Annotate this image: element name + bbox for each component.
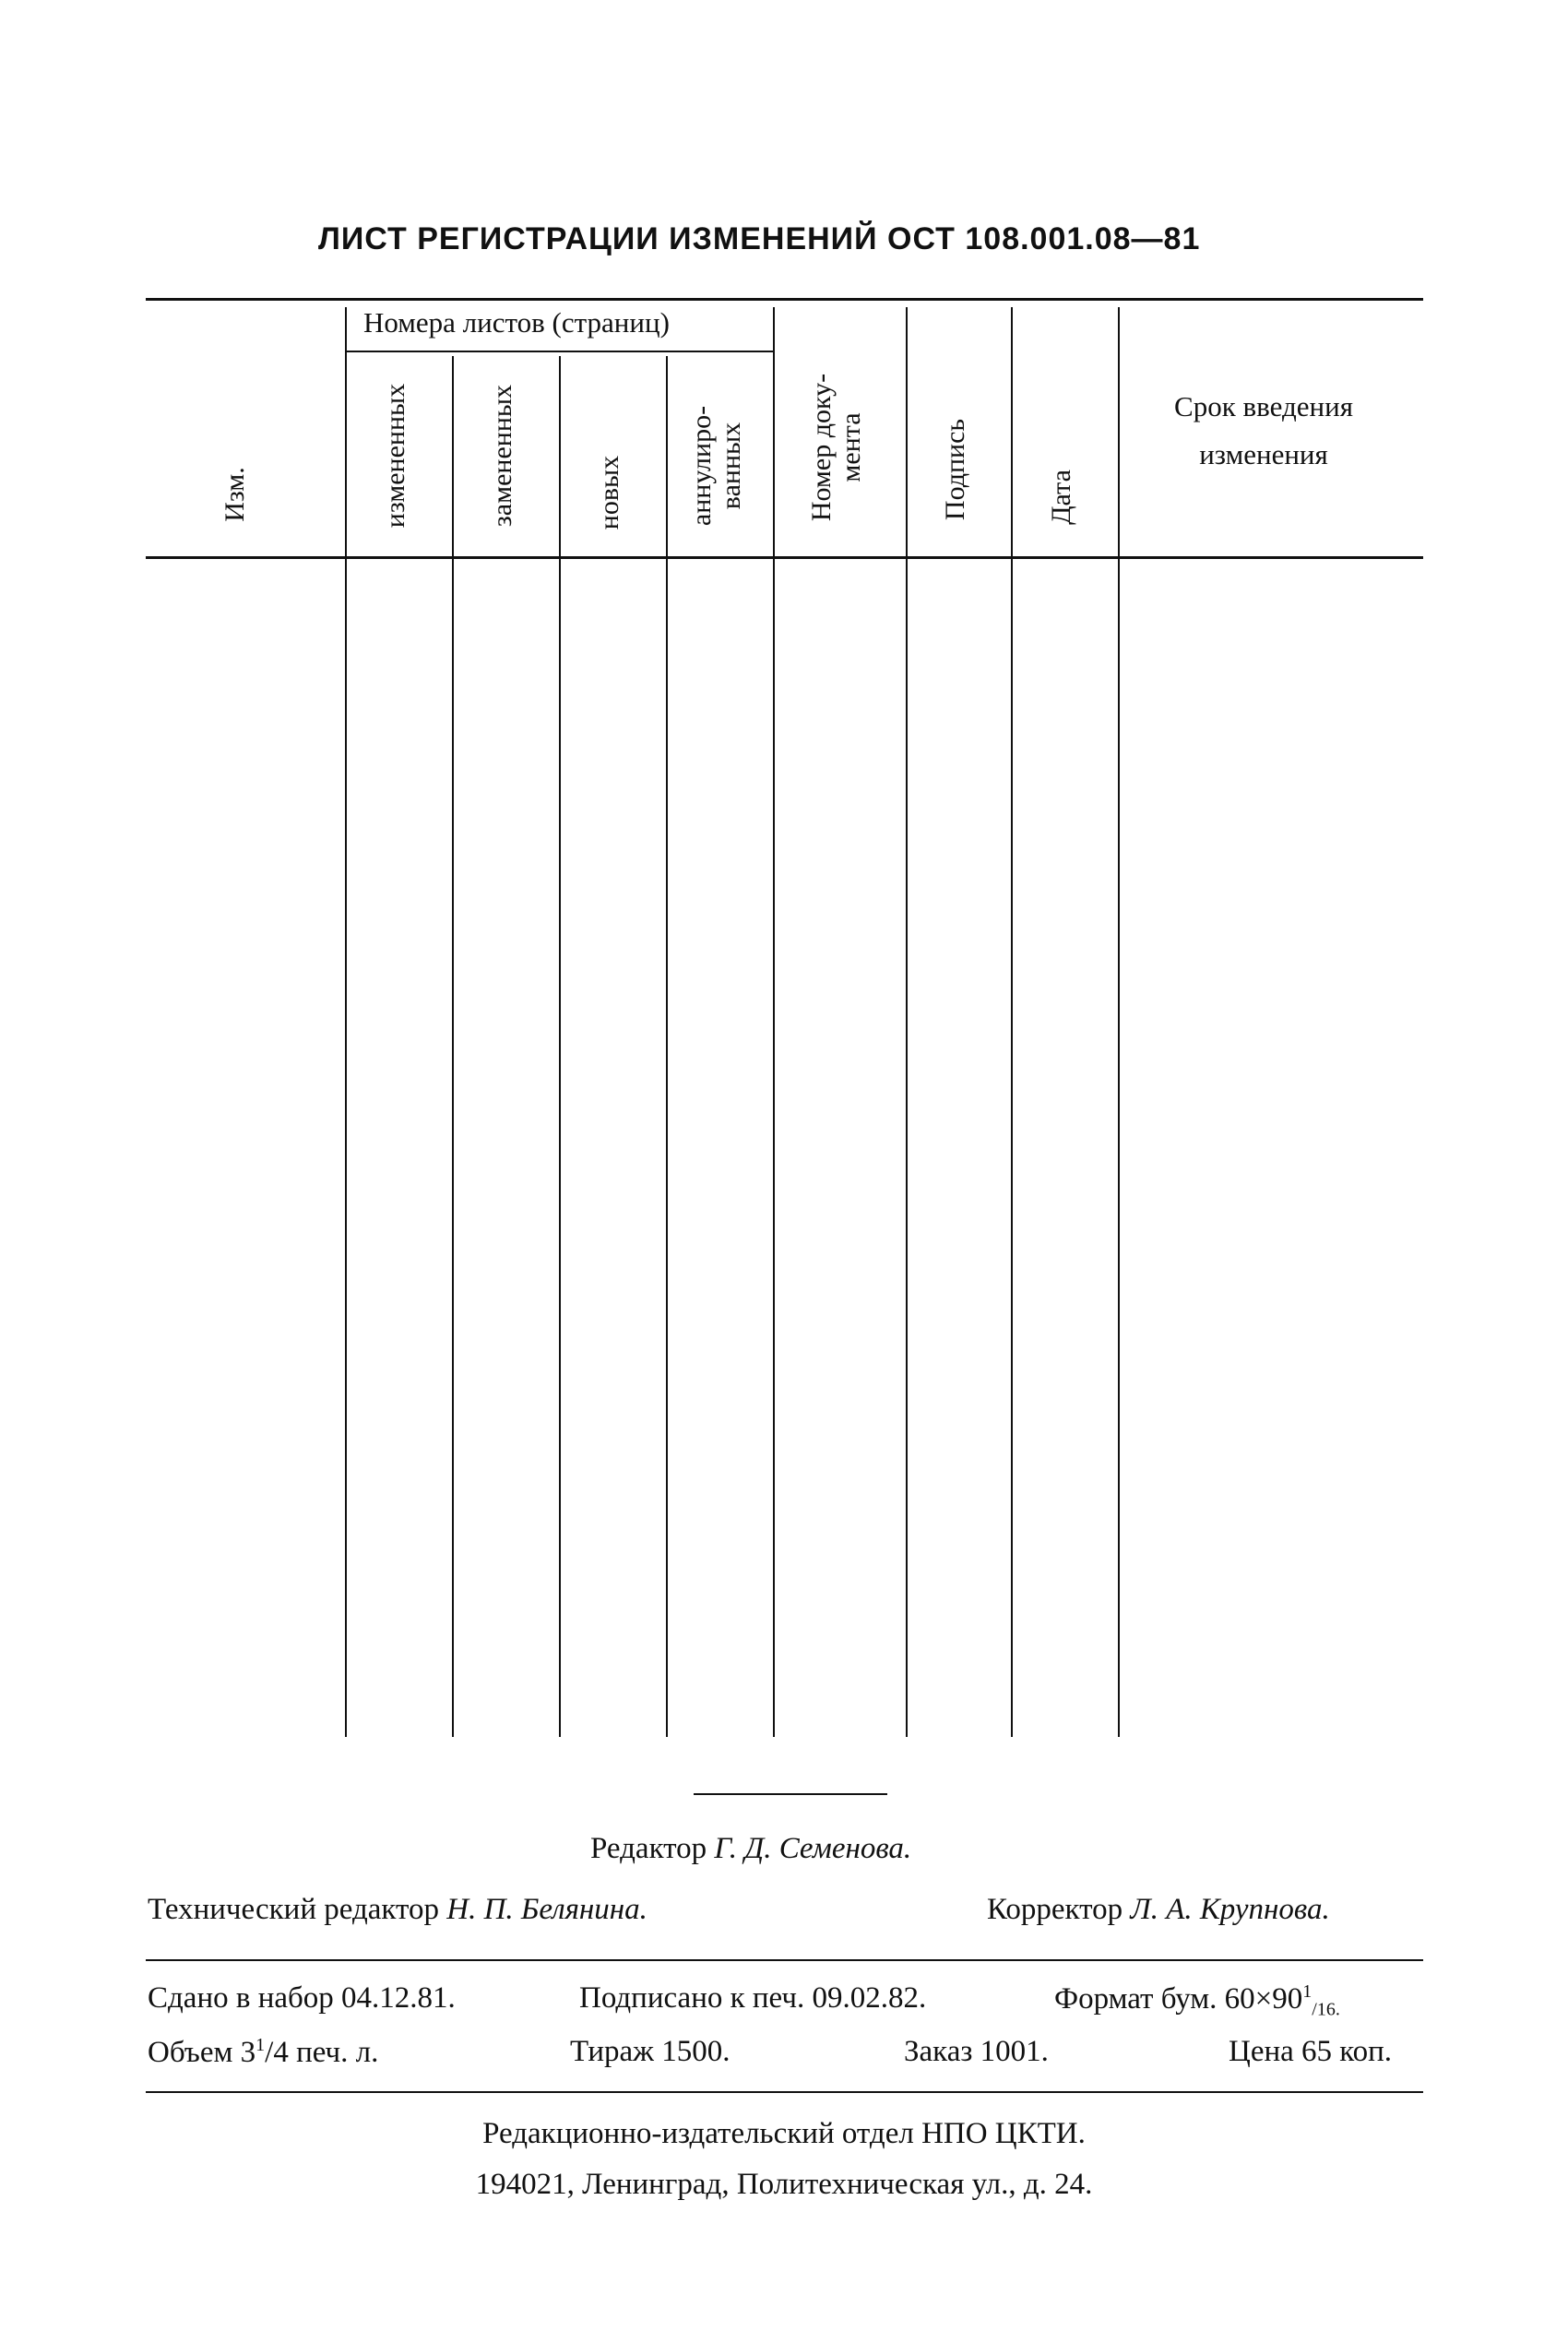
table-top-rule [146, 298, 1423, 301]
column-header-docnum-line1: Номер доку- [806, 373, 837, 522]
imprint-bottom-rule [146, 2091, 1423, 2093]
group-header: Номера листов (страниц) [363, 306, 670, 339]
column-divider [666, 356, 668, 1737]
circulation: Тираж 1500. [570, 2035, 731, 2068]
corrector-line [987, 1893, 1330, 1927]
paper-format [1054, 1981, 1340, 2021]
column-divider [559, 356, 561, 1737]
column-header-docnum-line2: мента [835, 412, 866, 482]
column-header-annulled-line1: аннулиро- [686, 405, 717, 527]
group-header-rule [347, 351, 773, 352]
column-divider [1011, 307, 1013, 1737]
corrector-name: Л. А. Крупнова. [1130, 1893, 1330, 1926]
editor-name: Г. Д. Семенова. [714, 1832, 912, 1865]
volume-label: Объем 3 [148, 2036, 256, 2069]
paper-format-sub: /16. [1312, 1999, 1340, 2020]
tech-editor-label: Технический редактор [148, 1893, 439, 1926]
column-divider [906, 307, 908, 1737]
column-divider [345, 307, 347, 1737]
tech-editor-name: Н. П. Белянина. [446, 1893, 647, 1926]
paper-format-sup: 1 [1302, 1981, 1313, 2002]
volume-sup: 1 [255, 2035, 266, 2055]
sent-to-set: Сдано в набор 04.12.81. [148, 1981, 456, 2015]
imprint-top-rule [146, 1959, 1423, 1961]
order-number: Заказ 1001. [904, 2035, 1049, 2068]
column-header-izm: Изм. [220, 467, 250, 522]
column-divider [773, 307, 775, 1737]
page-title: ЛИСТ РЕГИСТРАЦИИ ИЗМЕНЕНИЙ ОСТ 108.001.08—81 [318, 221, 1201, 256]
corrector-label: Корректор [987, 1893, 1123, 1926]
column-header-new: новых [594, 455, 624, 530]
volume-rest: /4 печ. л. [265, 2036, 379, 2069]
editor-label: Редактор [590, 1832, 707, 1865]
column-header-date: Дата [1046, 470, 1076, 525]
column-header-term-line2: изменения [1199, 438, 1328, 470]
column-header-term [1121, 383, 1407, 479]
column-header-signature: Подпись [940, 418, 970, 521]
tech-editor-line [148, 1893, 647, 1927]
column-divider [452, 356, 454, 1737]
editor-line [590, 1832, 911, 1866]
column-header-replaced: замененных [487, 384, 517, 528]
column-header-docnum [807, 355, 872, 540]
price: Цена 65 коп. [1229, 2035, 1393, 2068]
column-header-annulled-line2: ванных [715, 422, 746, 510]
column-header-changed: измененных [380, 383, 410, 529]
publisher-name: Редакционно-издательский отдел НПО ЦКТИ. [482, 2117, 1086, 2150]
publisher-address: 194021, Ленинград, Политехническая ул., д. 24. [475, 2168, 1093, 2201]
column-header-annulled [687, 374, 752, 558]
column-header-term-line1: Срок введения [1174, 390, 1353, 422]
table-header-rule [146, 556, 1423, 559]
volume [148, 2035, 378, 2070]
column-divider [1118, 307, 1120, 1737]
separator-rule [694, 1793, 887, 1795]
paper-format-label: Формат бум. 60×90 [1054, 1982, 1303, 2016]
signed-to-print: Подписано к печ. 09.02.82. [579, 1981, 927, 2015]
